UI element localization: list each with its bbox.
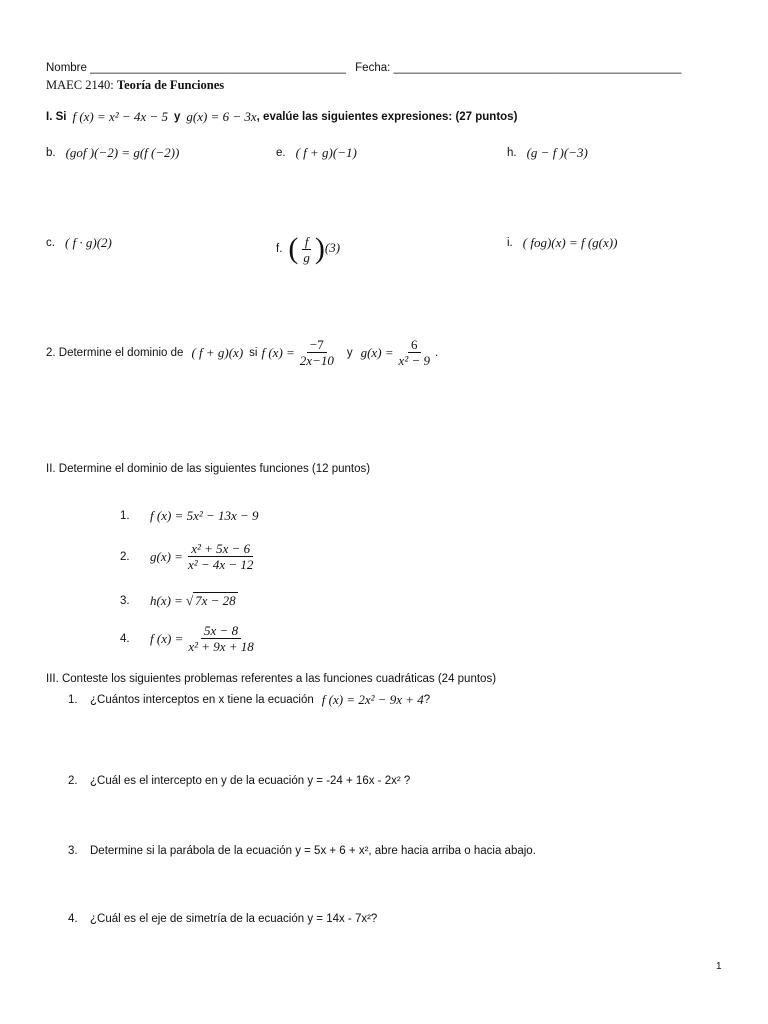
item-c-label: c. (46, 237, 55, 249)
item-c-expr: ( f · g)(2) (64, 235, 112, 250)
course-title: Teoría de Funciones (116, 78, 225, 92)
question2 (46, 338, 438, 367)
item-number: 1. (120, 510, 130, 522)
section2-item-3 (120, 592, 238, 609)
fraction-denominator: g (303, 249, 310, 265)
section3-q3 (68, 845, 536, 857)
question-number: 2. (68, 775, 78, 787)
course-code: MAEC 2140: (46, 78, 114, 92)
item-h-label: h. (507, 147, 517, 159)
section2-item-4 (120, 624, 259, 653)
question-text: ¿Cuál es el eje de simetría de la ecuación y = 14x - 7x²? (90, 913, 378, 925)
question-expr: f (x) = 2x² − 9x + 4 (321, 692, 424, 707)
item-lhs: g(x) = (150, 548, 183, 564)
item-number: 4. (120, 632, 130, 645)
section2-item-2 (120, 542, 258, 571)
sqrt-icon: √ (185, 592, 194, 608)
g-definition: g(x) = 6 − 3x (186, 109, 257, 124)
item-b-expr: (gof )(−2) = g(f (−2)) (65, 145, 180, 160)
course-line (46, 78, 224, 93)
nombre-blank[interactable]: ________________________________________ (90, 62, 346, 74)
item-e-label: e. (276, 147, 286, 159)
right-paren: ) (314, 232, 325, 265)
fraction-numerator: 5x − 8 (201, 624, 241, 639)
question-number: 4. (68, 913, 78, 925)
item-h (507, 145, 588, 161)
section1-intro (46, 109, 517, 125)
fraction-numerator: f (302, 235, 312, 250)
item-i-expr: ( fog)(x) = f (g(x)) (522, 235, 618, 250)
left-paren: ( (288, 232, 299, 265)
fraction-denominator: x² + 9x + 18 (188, 639, 254, 654)
item-number: 2. (120, 550, 130, 563)
question-number: 3. (68, 845, 78, 857)
fraction-denominator: 2x−10 (299, 353, 334, 368)
fecha-label: Fecha: (355, 62, 391, 74)
item-i-label: i. (507, 237, 513, 249)
item-lhs: h(x) = (150, 592, 183, 608)
item-f-argument: (3) (324, 239, 341, 255)
fecha-blank[interactable]: _____________________________________________ (393, 62, 682, 74)
item-h-expr: (g − f )(−3) (526, 145, 588, 160)
question2-g-lhs: g(x) = (360, 344, 394, 360)
fraction-numerator: 6 (408, 338, 421, 353)
section3-title: III. Conteste los siguientes problemas referentes a las funciones cuadráticas (24 puntos) (46, 673, 497, 685)
section2-item-1 (120, 508, 259, 524)
section2-title: II. Determine el dominio de las siguientes funciones (12 puntos) (46, 463, 371, 475)
item-i (507, 235, 617, 251)
question2-si: si (249, 346, 258, 359)
section3-q4 (68, 913, 377, 925)
question2-prefix: 2. Determine el dominio de (46, 346, 184, 359)
section1-suffix: , evalúe las siguientes expresiones: (27 puntos) (256, 111, 518, 123)
item-b (46, 145, 179, 161)
question-text: Determine si la parábola de la ecuación y = 5x + 6 + x², abre hacia arriba o hacia abajo. (90, 845, 536, 857)
item-fraction (185, 624, 256, 653)
question2-f-lhs: f (x) = (261, 344, 295, 360)
item-e (276, 145, 357, 161)
question-end: ? (423, 694, 431, 706)
item-expr: f (x) = 5x² − 13x − 9 (150, 508, 259, 523)
nombre-label: Nombre (46, 62, 87, 74)
fraction-numerator: −7 (307, 338, 327, 353)
fraction-numerator: x² + 5x − 6 (188, 542, 253, 557)
section3-q2 (68, 775, 410, 787)
item-f (276, 234, 340, 264)
question-number: 1. (68, 694, 78, 706)
fraction-denominator: x² − 4x − 12 (187, 557, 254, 572)
section1-prefix: I. Si (46, 111, 67, 123)
item-lhs: f (x) = (150, 630, 184, 646)
item-number: 3. (120, 594, 130, 607)
item-e-expr: ( f + g)(−1) (295, 145, 357, 160)
item-f-label: f. (276, 243, 283, 255)
section1-and: y (174, 111, 181, 123)
name-line[interactable] (46, 62, 681, 74)
item-c (46, 235, 112, 251)
question2-fg: ( f + g)(x) (191, 344, 244, 360)
fraction-denominator: x² − 9 (398, 353, 430, 368)
radicand: 7x − 28 (195, 593, 236, 608)
item-f-expr (288, 234, 340, 264)
page-number: 1 (716, 961, 722, 972)
item-fraction (185, 542, 256, 571)
item-b-label: b. (46, 147, 56, 159)
f-over-g-fraction (300, 235, 313, 264)
question2-end: . (435, 346, 439, 359)
section3-q1 (68, 692, 430, 708)
question2-g-fraction (396, 338, 433, 367)
question2-f-fraction (297, 338, 337, 367)
question-text: ¿Cuántos interceptos en x tiene la ecuación (90, 694, 314, 706)
question-text: ¿Cuál es el intercepto en y de la ecuación y = -24 + 16x - 2x² ? (90, 775, 411, 787)
f-definition: f (x) = x² − 4x − 5 (72, 109, 168, 124)
question2-y: y (346, 346, 353, 359)
